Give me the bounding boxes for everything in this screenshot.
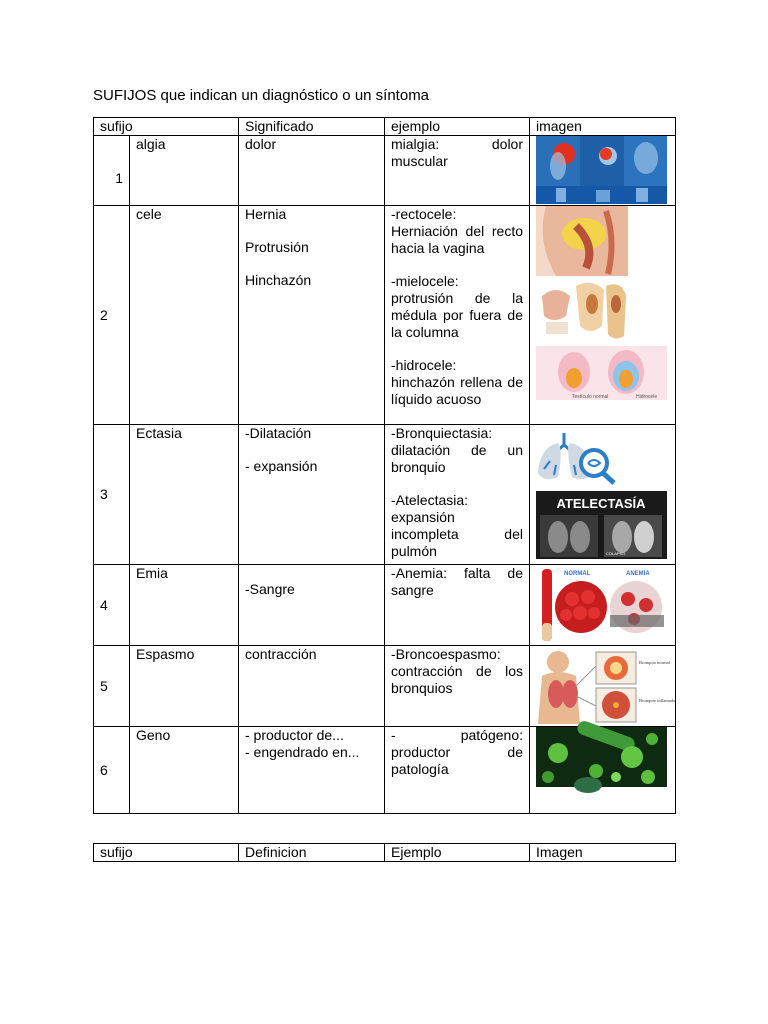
table-header-row bbox=[94, 118, 676, 136]
meaning-text: - engendrado en... bbox=[245, 744, 360, 760]
bronquio-normal-label: Bronquio normal bbox=[639, 660, 670, 665]
row-number: 5 bbox=[94, 646, 130, 727]
header-definicion: Definicion bbox=[239, 844, 385, 862]
row-number: 6 bbox=[94, 727, 130, 814]
header-ejemplo: ejemplo bbox=[385, 118, 530, 136]
meaning-cell bbox=[239, 565, 385, 646]
anemia-image bbox=[536, 565, 667, 643]
table-row bbox=[94, 565, 676, 646]
muscle-pain-image bbox=[536, 136, 667, 204]
example-text: -Anemia: falta de sangre bbox=[391, 565, 523, 598]
atelectasia-label: ATELECTASÍA bbox=[556, 496, 646, 511]
example-text: -hidrocele: hinchazón rellena de líquido acuoso bbox=[391, 357, 523, 407]
example-cell bbox=[385, 136, 530, 206]
meaning-cell bbox=[239, 727, 385, 814]
row-number: 1 bbox=[94, 136, 130, 206]
bronchospasm-image bbox=[536, 646, 676, 724]
example-text: - patógeno: productor de patología bbox=[391, 727, 523, 777]
meaning-text: - productor de... bbox=[245, 727, 344, 743]
suffix-cell: Geno bbox=[130, 727, 239, 814]
meaning-text: -Sangre bbox=[245, 581, 295, 597]
image-cell bbox=[530, 425, 676, 565]
row-number: 3 bbox=[94, 425, 130, 565]
pathogen-image bbox=[536, 727, 667, 787]
page-title: SUFIJOS que indican un diagnóstico o un síntoma bbox=[93, 87, 430, 104]
meaning-text: dolor bbox=[245, 136, 277, 152]
header-sufijo: sufijo bbox=[94, 844, 239, 862]
header-imagen: imagen bbox=[530, 118, 676, 136]
image-cell bbox=[530, 136, 676, 206]
meaning-text: Hernia bbox=[245, 206, 287, 222]
example-text: -rectocele: Herniación del recto hacia la vagina bbox=[391, 206, 523, 256]
meaning-text: -Dilatación bbox=[245, 425, 312, 441]
normal-label: NORMAL bbox=[564, 571, 591, 577]
suffix-cell: Espasmo bbox=[130, 646, 239, 727]
header-ejemplo: Ejemplo bbox=[385, 844, 530, 862]
example-cell bbox=[385, 425, 530, 565]
caption-hidrocele: Hidrocele bbox=[636, 394, 658, 400]
example-cell bbox=[385, 646, 530, 727]
suffix-cell: Emia bbox=[130, 565, 239, 646]
meaning-text: - expansión bbox=[245, 458, 318, 474]
header-significado: Significado bbox=[239, 118, 385, 136]
rectocele-image bbox=[536, 206, 628, 276]
example-text: -Atelectasia: expansión incompleta del pulmón bbox=[391, 492, 523, 559]
bronquio-inflamado-label: Bronquio inflamado bbox=[639, 698, 676, 703]
image-cell bbox=[530, 206, 676, 425]
row-number: 2 bbox=[94, 206, 130, 425]
hidrocele-image bbox=[536, 346, 667, 400]
meaning-cell bbox=[239, 136, 385, 206]
meaning-text: Hinchazón bbox=[245, 272, 312, 288]
meaning-text: Protrusión bbox=[245, 239, 309, 255]
atelectasis-image bbox=[536, 491, 667, 559]
header-imagen: Imagen bbox=[530, 844, 676, 862]
meaning-cell bbox=[239, 646, 385, 727]
example-cell bbox=[385, 565, 530, 646]
mielocele-image bbox=[536, 276, 628, 346]
image-cell bbox=[530, 646, 676, 727]
meaning-text: contracción bbox=[245, 646, 317, 662]
example-cell bbox=[385, 727, 530, 814]
example-cell bbox=[385, 206, 530, 425]
table-row bbox=[94, 425, 676, 565]
suffix-cell: cele bbox=[130, 206, 239, 425]
example-text: -mielocele: protrusión de la médula por fuera de la columna bbox=[391, 273, 523, 340]
image-cell bbox=[530, 565, 676, 646]
suffix-cell: algia bbox=[130, 136, 239, 206]
table-row bbox=[94, 136, 676, 206]
table-header-row bbox=[94, 844, 676, 862]
example-text: -Broncoespasmo: contracción de los bronquios bbox=[391, 646, 523, 696]
caption-testiculo-normal: Testículo normal bbox=[572, 394, 609, 400]
example-text: mialgia: dolor muscular bbox=[391, 136, 523, 169]
definition-table bbox=[93, 843, 676, 862]
anemia-label: ANEMIA bbox=[626, 571, 650, 577]
table-row bbox=[94, 646, 676, 727]
colapso-label: COLAPSO bbox=[606, 551, 626, 556]
header-sufijo: sufijo bbox=[94, 118, 239, 136]
example-text: -Bronquiectasia: dilatación de un bronquio bbox=[391, 425, 523, 475]
suffix-cell: Ectasia bbox=[130, 425, 239, 565]
row-number: 4 bbox=[94, 565, 130, 646]
meaning-cell bbox=[239, 425, 385, 565]
suffix-table bbox=[93, 117, 676, 814]
image-cell bbox=[530, 727, 676, 814]
bronchiectasis-image bbox=[536, 425, 667, 491]
table-row bbox=[94, 206, 676, 425]
meaning-cell bbox=[239, 206, 385, 425]
table-row bbox=[94, 727, 676, 814]
